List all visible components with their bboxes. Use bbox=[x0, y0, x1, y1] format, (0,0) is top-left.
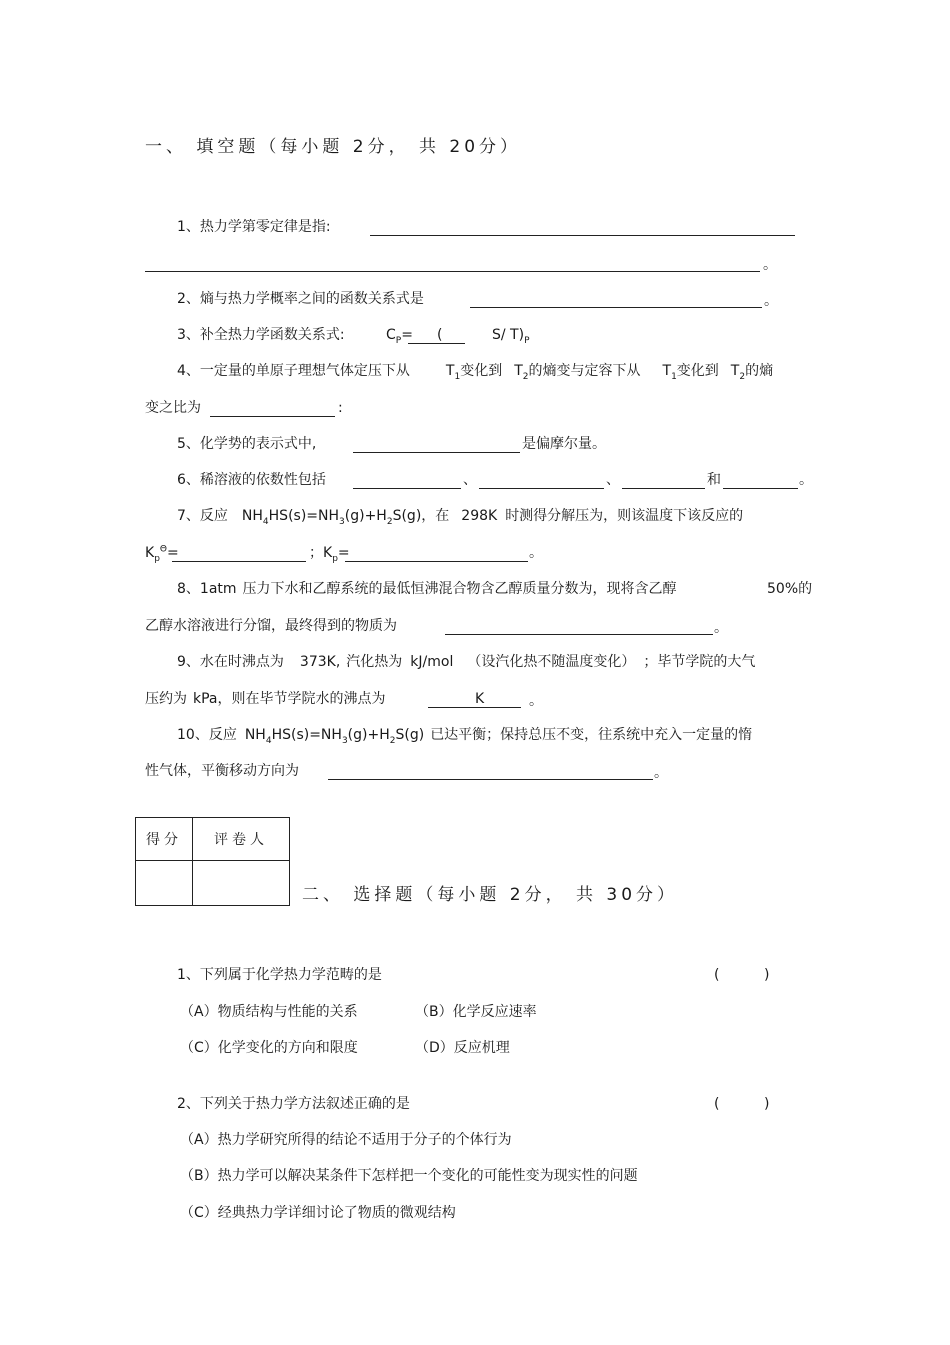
s2-q2-text: 2、下列关于热力学方法叙述正确的是 bbox=[177, 1096, 410, 1112]
s2-q1-text: 1、下列属于化学热力学范畴的是 bbox=[177, 967, 382, 983]
s2-q2-option-c[interactable]: （C）经典热力学详细讨论了物质的微观结构 bbox=[180, 1205, 456, 1221]
score-cell[interactable] bbox=[136, 861, 193, 906]
q8-end: 。 bbox=[714, 620, 728, 636]
s2-q1-option-b[interactable]: （B）化学反应速率 bbox=[415, 1004, 537, 1020]
s2-q1-answer-paren[interactable]: ( ) bbox=[714, 967, 770, 983]
q6-sep2: 、 bbox=[606, 472, 620, 488]
q7-blank-2[interactable] bbox=[345, 561, 528, 562]
q1-blank-2[interactable] bbox=[145, 271, 760, 272]
s2-q2-answer-paren[interactable]: ( ) bbox=[714, 1096, 770, 1112]
q8-line1: 8、1atm 压力下水和乙醇系统的最低恒沸混合物含乙醇质量分数为，现将含乙醇 bbox=[177, 581, 677, 597]
q8-pct: 50%的 bbox=[767, 581, 813, 597]
section1-heading: 一、 填空题（每小题 2分， 共 20分） bbox=[145, 137, 522, 157]
score-header: 得分 bbox=[136, 818, 193, 861]
q10-line2: 性气体，平衡移动方向为 bbox=[145, 763, 299, 779]
q6-sep1: 、 bbox=[463, 472, 477, 488]
q7-line1: 7、反应 $NH_4HS(s)=NH_3(g)+H_2S(g)$，在 298K 时测得分解压为，则该温度下该反应的 bbox=[177, 508, 744, 527]
q6-text: 6、稀溶液的依数性包括 bbox=[177, 472, 326, 488]
q2-blank[interactable] bbox=[470, 307, 762, 308]
grader-header: 评卷人 bbox=[193, 818, 290, 861]
s2-q1-option-d[interactable]: （D）反应机理 bbox=[415, 1040, 510, 1056]
section2-heading: 二、 选择题（每小题 2分， 共 30分） bbox=[302, 885, 679, 905]
q2-text: 2、熵与热力学概率之间的函数关系式是 bbox=[177, 291, 424, 307]
q1-text: 1、热力学第零定律是指: bbox=[177, 219, 331, 235]
q3-text: 3、补全热力学函数关系式: bbox=[177, 327, 345, 343]
q7-kp2: ；$K_p=$ bbox=[309, 545, 350, 564]
s2-q2-option-b[interactable]: （B）热力学可以解决某条件下怎样把一个变化的可能性变为现实性的问题 bbox=[180, 1168, 638, 1184]
q6-blank-1[interactable] bbox=[353, 488, 461, 489]
q6-end: 。 bbox=[799, 472, 813, 488]
q3-cp: $C_P=$ bbox=[386, 327, 413, 346]
q4-end: : bbox=[338, 400, 343, 416]
q10-end: 。 bbox=[654, 765, 668, 781]
q2-end: 。 bbox=[764, 293, 778, 309]
q1-end: 。 bbox=[763, 257, 777, 273]
q9-end: 。 bbox=[529, 693, 543, 709]
q1-blank-1[interactable] bbox=[370, 235, 795, 236]
q6-blank-3[interactable] bbox=[622, 488, 705, 489]
q3-rest: S/ $T)_P$ bbox=[492, 327, 530, 346]
q9-blank-text: K bbox=[475, 691, 485, 707]
q4-line2: 变之比为 bbox=[145, 400, 201, 416]
score-table bbox=[135, 817, 290, 906]
q6-blank-4[interactable] bbox=[723, 488, 798, 489]
q8-line2: 乙醇水溶液进行分馏，最终得到的物质为 bbox=[145, 618, 397, 634]
q3-blank-text: ( bbox=[437, 327, 443, 343]
q4-blank[interactable] bbox=[210, 416, 335, 417]
q7-blank-1[interactable] bbox=[172, 561, 306, 562]
s2-q2-option-a[interactable]: （A）热力学研究所得的结论不适用于分子的个体行为 bbox=[180, 1132, 512, 1148]
q5-end: 是偏摩尔量。 bbox=[522, 436, 606, 452]
q9-line1: 9、水在时沸点为 373K, 汽化热为 kJ/mol （设汽化热不随温度变化） ；毕节学院的大气 bbox=[177, 654, 756, 670]
q6-and: 和 bbox=[707, 472, 721, 488]
s2-q1-option-c[interactable]: （C）化学变化的方向和限度 bbox=[180, 1040, 358, 1056]
q5-blank[interactable] bbox=[353, 452, 520, 453]
s2-q1-option-a[interactable]: （A）物质结构与性能的关系 bbox=[180, 1004, 358, 1020]
q10-blank[interactable] bbox=[328, 779, 653, 780]
q8-blank[interactable] bbox=[445, 634, 713, 635]
q9-line2: 压约为 kPa，则在毕节学院水的沸点为 bbox=[145, 691, 386, 707]
q5-text: 5、化学势的表示式中, bbox=[177, 436, 317, 452]
q4-line1: 4、一定量的单原子理想气体定压下从 $T_1$变化到 $T_2$的熵变与定容下从 $T_1$变化到 $T_2$的熵 bbox=[177, 363, 774, 382]
q6-blank-2[interactable] bbox=[479, 488, 604, 489]
q7-kp: $K_p^\Theta=$ bbox=[145, 544, 179, 564]
q7-end: 。 bbox=[529, 545, 543, 561]
grader-cell[interactable] bbox=[193, 861, 290, 906]
q10-line1: 10、反应 $NH_4HS(s)=NH_3(g)+H_2S(g)$ 已达平衡；保持总压不变，往系统中充入一定量的惰 bbox=[177, 727, 753, 746]
